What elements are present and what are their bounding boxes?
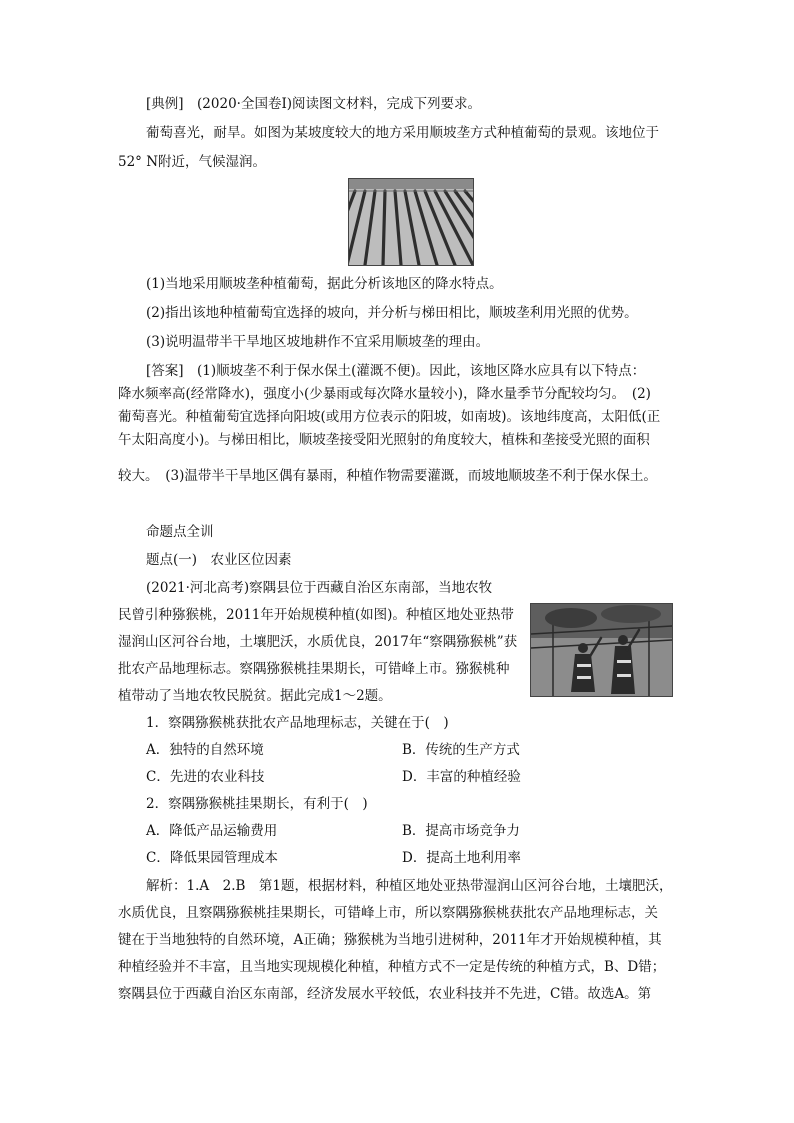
example-header: [典例] (2020·全国卷Ⅰ)阅读图文材料，完成下列要求。	[146, 96, 482, 112]
passage-line-1: (2021·河北高考)察隅县位于西藏自治区东南部，当地农牧	[146, 580, 493, 596]
section-title: 命题点全训	[146, 524, 214, 540]
topic-heading: 题点(一) 农业区位因素	[146, 552, 292, 568]
passage-line-4: 批农产品地理标志。察隅猕猴桃挂果期长，可错峰上市。猕猴桃种	[118, 661, 510, 677]
question-3: (3)说明温带半干旱地区坡地耕作不宜采用顺坡垄的理由。	[146, 334, 490, 350]
vineyard-photo	[348, 178, 474, 266]
passage-line-3: 湿润山区河谷台地，土壤肥沃，水质优良，2017年“察隅猕猴桃”获	[118, 634, 518, 650]
kiwifruit-orchard-photo	[530, 603, 673, 697]
passage-line-5: 植带动了当地农牧民脱贫。据此完成1～2题。	[118, 688, 392, 704]
question-2: (2)指出该地种植葡萄宜选择的坡向，并分析与梯田相比，顺坡垄利用光照的优势。	[146, 305, 638, 321]
answer-line-5: 较大。 (3)温带半干旱地区偶有暴雨，种植作物需要灌溉，而坡地顺坡垄不利于保水保土。	[118, 468, 657, 484]
mc-question-1-option-b: B．传统的生产方式	[402, 742, 520, 758]
question-1: (1)当地采用顺坡垄种植葡萄，据此分析该地区的降水特点。	[146, 276, 503, 292]
answer-line-3: 葡萄喜光。种植葡萄宜选择向阳坡(或用方位表示的阳坡，如南坡)。该地纬度高，太阳低(正	[118, 409, 661, 425]
analysis-line-5: 察隅县位于西藏自治区东南部，经济发展水平较低，农业科技并不先进，C错。故选A。第	[118, 986, 652, 1002]
mc-question-1-option-a: A．独特的自然环境	[146, 742, 264, 758]
analysis-line-2: 水质优良，且察隅猕猴桃挂果期长，可错峰上市，所以察隅猕猴桃获批农产品地理标志，关	[118, 905, 658, 921]
mc-question-2-option-a: A．降低产品运输费用	[146, 823, 278, 839]
analysis-line-3: 键在于当地独特的自然环境，A正确；猕猴桃为当地引进树种，2011年才开始规模种植，其	[118, 932, 662, 948]
example-intro-line-2: 52° N附近，气候湿润。	[118, 154, 267, 170]
mc-question-1-option-d: D．丰富的种植经验	[402, 769, 521, 785]
answer-line-1: [答案] (1)顺坡垄不利于保水保土(灌溉不便)。因此，该地区降水应具有以下特点：	[146, 363, 646, 379]
passage-line-2: 民曾引种猕猴桃，2011年开始规模种植(如图)。种植区地处亚热带	[118, 607, 514, 623]
mc-question-2-stem: 2．察隅猕猴桃挂果期长，有利于( )	[146, 796, 368, 812]
answer-line-4: 午太阳高度小)。与梯田相比，顺坡垄接受阳光照射的角度较大，植株和垄接受光照的面积	[118, 432, 650, 448]
analysis-line-1: 解析：1.A 2.B 第1题，根据材料，种植区地处亚热带湿润山区河谷台地，土壤肥沃，	[146, 878, 673, 894]
answer-line-2: 降水频率高(经常降水)，强度小(少暴雨或每次降水量较小)，降水量季节分配较均匀。 (2)	[118, 386, 651, 402]
mc-question-2-option-b: B．提高市场竞争力	[402, 823, 520, 839]
mc-question-1-option-c: C．先进的农业科技	[146, 769, 265, 785]
mc-question-1-stem: 1．察隅猕猴桃获批农产品地理标志，关键在于( )	[146, 715, 449, 731]
mc-question-2-option-d: D．提高土地利用率	[402, 850, 521, 866]
mc-question-2-option-c: C．降低果园管理成本	[146, 850, 278, 866]
analysis-line-4: 种植经验并不丰富，且当地实现规模化种植，种植方式不一定是传统的种植方式，B、D错；	[118, 959, 666, 975]
example-intro-line-1: 葡萄喜光，耐旱。如图为某坡度较大的地方采用顺坡垄方式种植葡萄的景观。该地位于	[146, 125, 659, 141]
